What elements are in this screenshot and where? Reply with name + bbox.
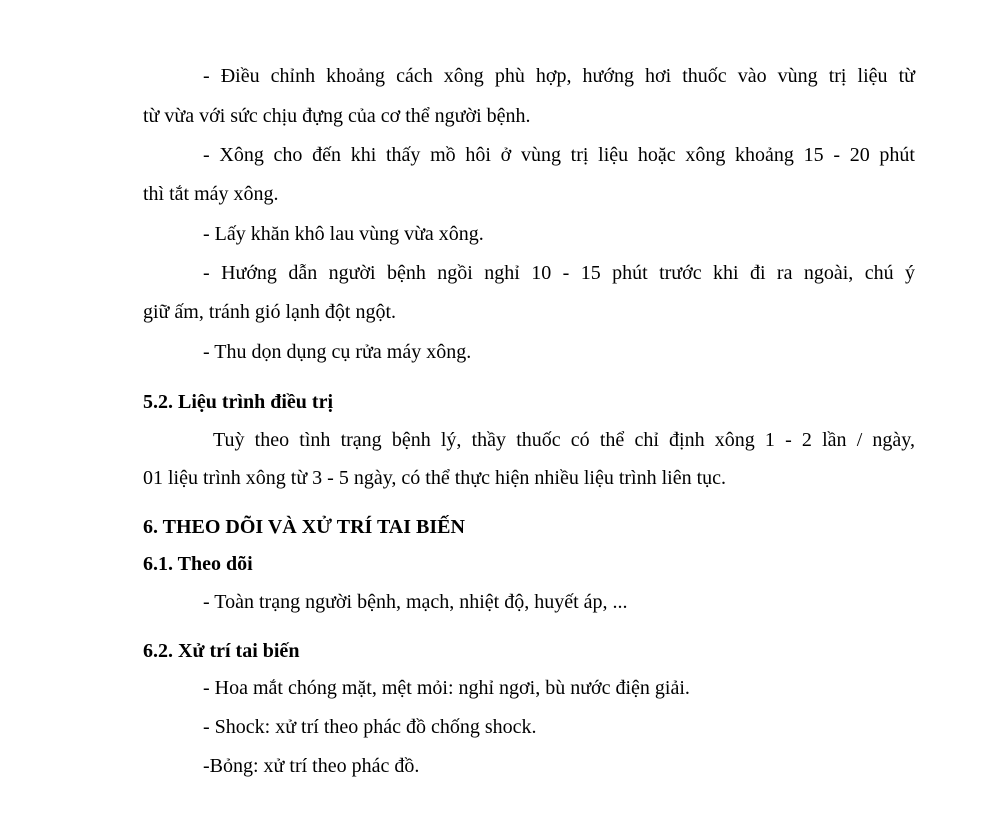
step-adjust-line2: từ vừa với sức chịu đựng của cơ thể người bệnh. (143, 105, 531, 127)
step-towel: - Lấy khăn khô lau vùng vừa xông. (203, 223, 484, 245)
section-5-2-para-line1: Tuỳ theo tình trạng bệnh lý, thầy thuốc có thể chỉ định xông 1 - 2 lần / ngày, (213, 429, 915, 451)
step-cleanup: - Thu dọn dụng cụ rửa máy xông. (203, 341, 472, 363)
step-sweat-line2: thì tắt máy xông. (143, 183, 279, 205)
step-rest-line1: - Hướng dẫn người bệnh ngồi nghỉ 10 - 15 phút trước khi đi ra ngoài, chú ý (203, 262, 915, 284)
section-6-1-item: - Toàn trạng người bệnh, mạch, nhiệt độ, huyết áp, ... (203, 591, 628, 613)
section-6-2-item1: - Hoa mắt chóng mặt, mệt mỏi: nghỉ ngơi, bù nước điện giải. (203, 677, 690, 699)
section-5-2-para-line2: 01 liệu trình xông từ 3 - 5 ngày, có thể thực hiện nhiều liệu trình liên tục. (143, 467, 727, 489)
step-sweat-line1: - Xông cho đến khi thấy mồ hôi ở vùng trị liệu hoặc xông khoảng 15 - 20 phút (203, 144, 915, 166)
section-6-2-item3: -Bỏng: xử trí theo phác đồ. (203, 755, 420, 777)
section-6-1-heading: 6.1. Theo dõi (143, 553, 253, 575)
step-adjust-line1: - Điều chỉnh khoảng cách xông phù hợp, hướng hơi thuốc vào vùng trị liệu từ (203, 65, 915, 87)
section-6-heading: 6. THEO DÕI VÀ XỬ TRÍ TAI BIẾN (143, 516, 465, 538)
step-rest-line2: giữ ấm, tránh gió lạnh đột ngột. (143, 301, 397, 323)
section-5-2-heading: 5.2. Liệu trình điều trị (143, 391, 334, 413)
section-6-2-item2: - Shock: xử trí theo phác đồ chống shock. (203, 716, 537, 738)
section-6-2-heading: 6.2. Xử trí tai biến (143, 640, 300, 662)
